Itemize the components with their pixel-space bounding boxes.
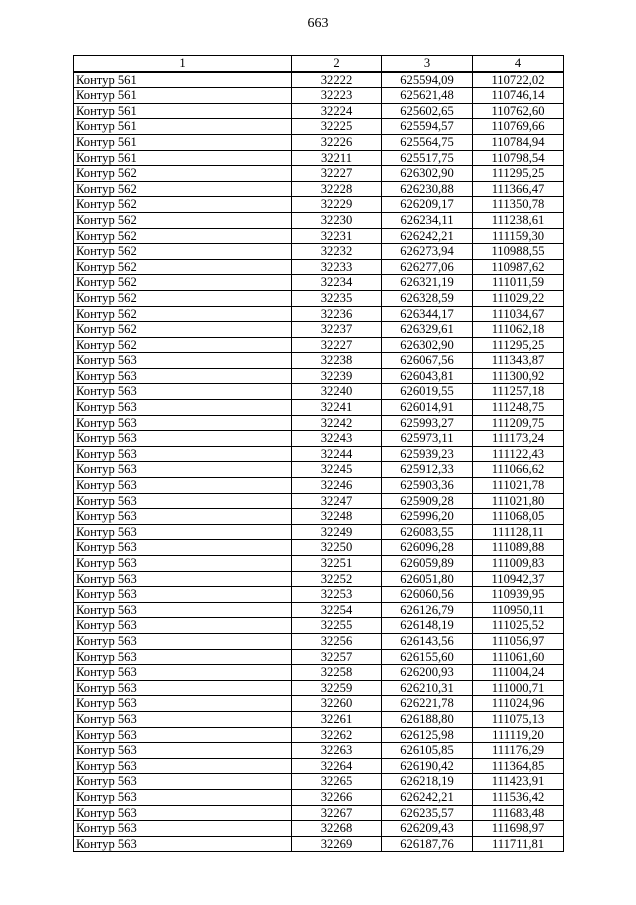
point-number-cell: 32269 (292, 836, 382, 852)
y-coordinate-cell: 111119,20 (473, 727, 564, 743)
table-row (74, 368, 564, 384)
point-number-cell: 32263 (292, 743, 382, 759)
y-coordinate-cell: 111248,75 (473, 400, 564, 416)
point-number-cell: 32211 (292, 150, 382, 166)
point-number-cell: 32233 (292, 259, 382, 275)
point-number-cell: 32258 (292, 665, 382, 681)
y-coordinate-cell: 110988,55 (473, 244, 564, 260)
x-coordinate-cell: 626019,55 (382, 384, 473, 400)
point-number-cell: 32232 (292, 244, 382, 260)
point-number-cell: 32251 (292, 556, 382, 572)
table-row (74, 446, 564, 462)
x-coordinate-cell: 626187,76 (382, 836, 473, 852)
y-coordinate-cell: 111000,71 (473, 680, 564, 696)
table-row (74, 556, 564, 572)
table-header-row (74, 56, 564, 72)
y-coordinate-cell: 110987,62 (473, 259, 564, 275)
point-number-cell: 32256 (292, 633, 382, 649)
point-number-cell: 32246 (292, 478, 382, 494)
point-number-cell: 32243 (292, 431, 382, 447)
y-coordinate-cell: 111366,47 (473, 181, 564, 197)
table-row (74, 633, 564, 649)
x-coordinate-cell: 626067,56 (382, 353, 473, 369)
contour-name-cell: Контур 562 (74, 306, 292, 322)
contour-name-cell: Контур 563 (74, 587, 292, 603)
table-row (74, 150, 564, 166)
x-coordinate-cell: 626234,11 (382, 212, 473, 228)
point-number-cell: 32230 (292, 212, 382, 228)
contour-name-cell: Контур 563 (74, 509, 292, 525)
y-coordinate-cell: 110950,11 (473, 602, 564, 618)
point-number-cell: 32222 (292, 72, 382, 88)
table-row (74, 602, 564, 618)
contour-name-cell: Контур 563 (74, 446, 292, 462)
table-row (74, 618, 564, 634)
x-coordinate-cell: 626096,28 (382, 540, 473, 556)
x-coordinate-cell: 626218,19 (382, 774, 473, 790)
y-coordinate-cell: 111009,83 (473, 556, 564, 572)
point-number-cell: 32261 (292, 711, 382, 727)
point-number-cell: 32244 (292, 446, 382, 462)
y-coordinate-cell: 110784,94 (473, 134, 564, 150)
point-number-cell: 32236 (292, 306, 382, 322)
contour-name-cell: Контур 563 (74, 836, 292, 852)
x-coordinate-cell: 625912,33 (382, 462, 473, 478)
contour-name-cell: Контур 562 (74, 197, 292, 213)
contour-name-cell: Контур 562 (74, 166, 292, 182)
table-row (74, 431, 564, 447)
contour-name-cell: Контур 563 (74, 774, 292, 790)
x-coordinate-cell: 626126,79 (382, 602, 473, 618)
contour-name-cell: Контур 563 (74, 758, 292, 774)
y-coordinate-cell: 111066,62 (473, 462, 564, 478)
point-number-cell: 32231 (292, 228, 382, 244)
table-row (74, 478, 564, 494)
table-row (74, 571, 564, 587)
x-coordinate-cell: 625517,75 (382, 150, 473, 166)
point-number-cell: 32260 (292, 696, 382, 712)
y-coordinate-cell: 111011,59 (473, 275, 564, 291)
table-row (74, 774, 564, 790)
point-number-cell: 32240 (292, 384, 382, 400)
table-row (74, 789, 564, 805)
point-number-cell: 32225 (292, 119, 382, 135)
y-coordinate-cell: 110746,14 (473, 88, 564, 104)
x-coordinate-cell: 626302,90 (382, 337, 473, 353)
contour-name-cell: Контур 562 (74, 322, 292, 338)
contour-name-cell: Контур 563 (74, 649, 292, 665)
x-coordinate-cell: 626277,06 (382, 259, 473, 275)
contour-name-cell: Контур 563 (74, 665, 292, 681)
contour-name-cell: Контур 563 (74, 789, 292, 805)
table-row (74, 166, 564, 182)
table-row (74, 711, 564, 727)
y-coordinate-cell: 111300,92 (473, 368, 564, 384)
x-coordinate-cell: 625993,27 (382, 415, 473, 431)
y-coordinate-cell: 111159,30 (473, 228, 564, 244)
point-number-cell: 32268 (292, 821, 382, 837)
contour-name-cell: Контур 562 (74, 259, 292, 275)
table-row (74, 259, 564, 275)
table-row (74, 680, 564, 696)
contour-name-cell: Контур 563 (74, 602, 292, 618)
x-coordinate-cell: 626230,88 (382, 181, 473, 197)
point-number-cell: 32237 (292, 322, 382, 338)
table-row (74, 649, 564, 665)
x-coordinate-cell: 626051,80 (382, 571, 473, 587)
x-coordinate-cell: 625996,20 (382, 509, 473, 525)
y-coordinate-cell: 111423,91 (473, 774, 564, 790)
contour-name-cell: Контур 561 (74, 119, 292, 135)
point-number-cell: 32265 (292, 774, 382, 790)
contour-name-cell: Контур 561 (74, 103, 292, 119)
point-number-cell: 32252 (292, 571, 382, 587)
y-coordinate-cell: 111257,18 (473, 384, 564, 400)
point-number-cell: 32223 (292, 88, 382, 104)
x-coordinate-cell: 626083,55 (382, 524, 473, 540)
y-coordinate-cell: 111021,78 (473, 478, 564, 494)
point-number-cell: 32247 (292, 493, 382, 509)
contour-name-cell: Контур 561 (74, 134, 292, 150)
table-row (74, 758, 564, 774)
contour-name-cell: Контур 563 (74, 556, 292, 572)
x-coordinate-cell: 626060,56 (382, 587, 473, 603)
x-coordinate-cell: 626302,90 (382, 166, 473, 182)
point-number-cell: 32262 (292, 727, 382, 743)
contour-name-cell: Контур 562 (74, 212, 292, 228)
contour-name-cell: Контур 563 (74, 680, 292, 696)
contour-name-cell: Контур 562 (74, 290, 292, 306)
y-coordinate-cell: 111089,88 (473, 540, 564, 556)
y-coordinate-cell: 111343,87 (473, 353, 564, 369)
table-row (74, 337, 564, 353)
table-row (74, 493, 564, 509)
table-row (74, 322, 564, 338)
table-row (74, 88, 564, 104)
y-coordinate-cell: 111173,24 (473, 431, 564, 447)
contour-name-cell: Контур 563 (74, 353, 292, 369)
table-row (74, 805, 564, 821)
y-coordinate-cell: 111075,13 (473, 711, 564, 727)
x-coordinate-cell: 626200,93 (382, 665, 473, 681)
contour-name-cell: Контур 562 (74, 275, 292, 291)
table-row (74, 212, 564, 228)
y-coordinate-cell: 111350,78 (473, 197, 564, 213)
x-coordinate-cell: 626329,61 (382, 322, 473, 338)
x-coordinate-cell: 626105,85 (382, 743, 473, 759)
table-row (74, 134, 564, 150)
x-coordinate-cell: 626188,80 (382, 711, 473, 727)
contour-name-cell: Контур 563 (74, 415, 292, 431)
x-coordinate-cell: 626059,89 (382, 556, 473, 572)
y-coordinate-cell: 110939,95 (473, 587, 564, 603)
coordinates-table (73, 55, 564, 852)
table-row (74, 696, 564, 712)
table-row (74, 103, 564, 119)
table-row (74, 415, 564, 431)
y-coordinate-cell: 111295,25 (473, 337, 564, 353)
contour-name-cell: Контур 561 (74, 150, 292, 166)
page-number: 663 (307, 16, 329, 31)
contour-name-cell: Контур 563 (74, 696, 292, 712)
point-number-cell: 32228 (292, 181, 382, 197)
contour-name-cell: Контур 563 (74, 727, 292, 743)
x-coordinate-cell: 626328,59 (382, 290, 473, 306)
contour-name-cell: Контур 563 (74, 431, 292, 447)
contour-name-cell: Контур 563 (74, 462, 292, 478)
y-coordinate-cell: 111295,25 (473, 166, 564, 182)
y-coordinate-cell: 111025,52 (473, 618, 564, 634)
column-header-4: 4 (473, 56, 564, 72)
y-coordinate-cell: 111209,75 (473, 415, 564, 431)
table-row (74, 836, 564, 852)
x-coordinate-cell: 625909,28 (382, 493, 473, 509)
y-coordinate-cell: 111683,48 (473, 805, 564, 821)
y-coordinate-cell: 111536,42 (473, 789, 564, 805)
contour-name-cell: Контур 563 (74, 524, 292, 540)
y-coordinate-cell: 111021,80 (473, 493, 564, 509)
table-row (74, 275, 564, 291)
point-number-cell: 32227 (292, 166, 382, 182)
y-coordinate-cell: 111122,43 (473, 446, 564, 462)
x-coordinate-cell: 626273,94 (382, 244, 473, 260)
x-coordinate-cell: 626221,78 (382, 696, 473, 712)
column-header-3: 3 (382, 56, 473, 72)
contour-name-cell: Контур 563 (74, 571, 292, 587)
x-coordinate-cell: 625939,23 (382, 446, 473, 462)
point-number-cell: 32242 (292, 415, 382, 431)
x-coordinate-cell: 625973,11 (382, 431, 473, 447)
point-number-cell: 32238 (292, 353, 382, 369)
point-number-cell: 32245 (292, 462, 382, 478)
table-row (74, 181, 564, 197)
table-row (74, 743, 564, 759)
x-coordinate-cell: 626235,57 (382, 805, 473, 821)
y-coordinate-cell: 111176,29 (473, 743, 564, 759)
y-coordinate-cell: 111004,24 (473, 665, 564, 681)
table-row (74, 400, 564, 416)
contour-name-cell: Контур 562 (74, 244, 292, 260)
x-coordinate-cell: 626344,17 (382, 306, 473, 322)
y-coordinate-cell: 110942,37 (473, 571, 564, 587)
point-number-cell: 32226 (292, 134, 382, 150)
point-number-cell: 32266 (292, 789, 382, 805)
point-number-cell: 32239 (292, 368, 382, 384)
table-row (74, 462, 564, 478)
x-coordinate-cell: 626190,42 (382, 758, 473, 774)
point-number-cell: 32248 (292, 509, 382, 525)
point-number-cell: 32257 (292, 649, 382, 665)
contour-name-cell: Контур 563 (74, 493, 292, 509)
contour-name-cell: Контур 562 (74, 228, 292, 244)
y-coordinate-cell: 111034,67 (473, 306, 564, 322)
y-coordinate-cell: 111698,97 (473, 821, 564, 837)
table-row (74, 353, 564, 369)
x-coordinate-cell: 626209,43 (382, 821, 473, 837)
y-coordinate-cell: 111711,81 (473, 836, 564, 852)
contour-name-cell: Контур 563 (74, 618, 292, 634)
table-row (74, 119, 564, 135)
table-row (74, 587, 564, 603)
y-coordinate-cell: 111062,18 (473, 322, 564, 338)
point-number-cell: 32264 (292, 758, 382, 774)
contour-name-cell: Контур 563 (74, 400, 292, 416)
y-coordinate-cell: 111029,22 (473, 290, 564, 306)
x-coordinate-cell: 626155,60 (382, 649, 473, 665)
x-coordinate-cell: 625564,75 (382, 134, 473, 150)
contour-name-cell: Контур 562 (74, 337, 292, 353)
y-coordinate-cell: 110769,66 (473, 119, 564, 135)
point-number-cell: 32227 (292, 337, 382, 353)
y-coordinate-cell: 110722,02 (473, 72, 564, 88)
x-coordinate-cell: 626043,81 (382, 368, 473, 384)
contour-name-cell: Контур 561 (74, 72, 292, 88)
table-row (74, 306, 564, 322)
contour-name-cell: Контур 563 (74, 478, 292, 494)
y-coordinate-cell: 111128,11 (473, 524, 564, 540)
x-coordinate-cell: 626210,31 (382, 680, 473, 696)
contour-name-cell: Контур 563 (74, 821, 292, 837)
x-coordinate-cell: 626321,19 (382, 275, 473, 291)
point-number-cell: 32235 (292, 290, 382, 306)
contour-name-cell: Контур 562 (74, 181, 292, 197)
table-row (74, 665, 564, 681)
point-number-cell: 32249 (292, 524, 382, 540)
contour-name-cell: Контур 563 (74, 540, 292, 556)
point-number-cell: 32224 (292, 103, 382, 119)
x-coordinate-cell: 625594,57 (382, 119, 473, 135)
contour-name-cell: Контур 561 (74, 88, 292, 104)
column-header-1: 1 (74, 56, 292, 72)
table-row (74, 72, 564, 88)
table-row (74, 509, 564, 525)
contour-name-cell: Контур 563 (74, 368, 292, 384)
point-number-cell: 32267 (292, 805, 382, 821)
table-row (74, 727, 564, 743)
table-row (74, 244, 564, 260)
table-row (74, 821, 564, 837)
point-number-cell: 32254 (292, 602, 382, 618)
point-number-cell: 32250 (292, 540, 382, 556)
table-row (74, 290, 564, 306)
contour-name-cell: Контур 563 (74, 805, 292, 821)
point-number-cell: 32241 (292, 400, 382, 416)
x-coordinate-cell: 626125,98 (382, 727, 473, 743)
x-coordinate-cell: 626143,56 (382, 633, 473, 649)
y-coordinate-cell: 111068,05 (473, 509, 564, 525)
x-coordinate-cell: 626242,21 (382, 228, 473, 244)
contour-name-cell: Контур 563 (74, 743, 292, 759)
x-coordinate-cell: 625594,09 (382, 72, 473, 88)
y-coordinate-cell: 111364,85 (473, 758, 564, 774)
table-body (74, 72, 564, 852)
x-coordinate-cell: 626209,17 (382, 197, 473, 213)
table-row (74, 524, 564, 540)
point-number-cell: 32259 (292, 680, 382, 696)
contour-name-cell: Контур 563 (74, 711, 292, 727)
column-header-2: 2 (292, 56, 382, 72)
contour-name-cell: Контур 563 (74, 384, 292, 400)
y-coordinate-cell: 111056,97 (473, 633, 564, 649)
point-number-cell: 32229 (292, 197, 382, 213)
y-coordinate-cell: 110762,60 (473, 103, 564, 119)
y-coordinate-cell: 111061,60 (473, 649, 564, 665)
y-coordinate-cell: 111024,96 (473, 696, 564, 712)
x-coordinate-cell: 626014,91 (382, 400, 473, 416)
table-row (74, 540, 564, 556)
x-coordinate-cell: 626242,21 (382, 789, 473, 805)
table-row (74, 384, 564, 400)
point-number-cell: 32255 (292, 618, 382, 634)
y-coordinate-cell: 110798,54 (473, 150, 564, 166)
x-coordinate-cell: 625602,65 (382, 103, 473, 119)
point-number-cell: 32234 (292, 275, 382, 291)
table-row (74, 197, 564, 213)
table-row (74, 228, 564, 244)
x-coordinate-cell: 626148,19 (382, 618, 473, 634)
x-coordinate-cell: 625903,36 (382, 478, 473, 494)
point-number-cell: 32253 (292, 587, 382, 603)
y-coordinate-cell: 111238,61 (473, 212, 564, 228)
contour-name-cell: Контур 563 (74, 633, 292, 649)
x-coordinate-cell: 625621,48 (382, 88, 473, 104)
